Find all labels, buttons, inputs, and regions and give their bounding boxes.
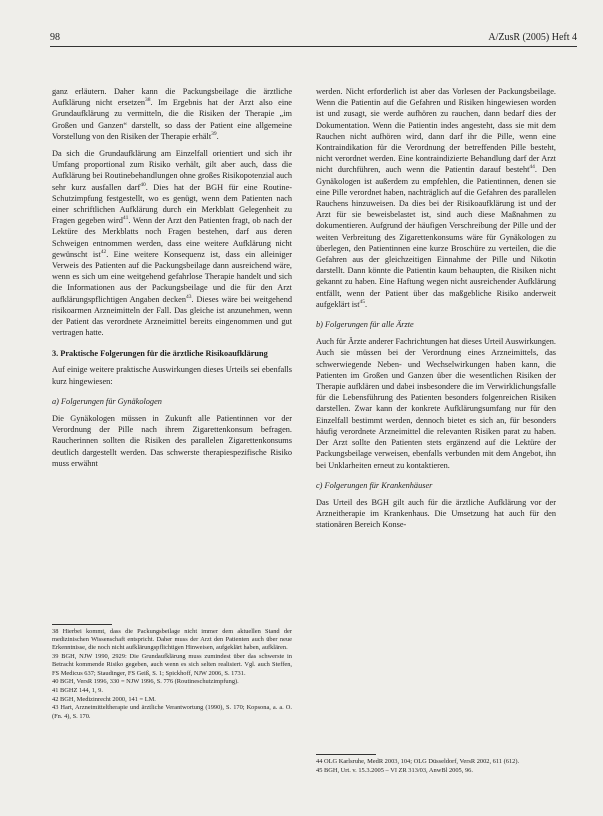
subsection-heading: c) Folgerungen für Krankenhäuser bbox=[316, 480, 433, 490]
subsection-heading: a) Folgerungen für Gynäkologen bbox=[52, 396, 162, 406]
paragraph: Das Urteil des BGH gilt auch für die ärztliche Aufklärung vor der Arzneitherapie im Krankenhaus. Die Umsetzung hat auch für den stationären Bereich Konse- bbox=[316, 497, 556, 530]
footnote: 45 BGH, Urt. v. 15.3.2005 – VI ZR 313/03, AnwBl 2005, 96. bbox=[316, 766, 473, 774]
paragraph: Da sich die Grundaufklärung am Einzelfall orientiert und sich ihr Umfang proportional zum Risiko verhält, gilt aber auch, dass die Aufklärung bei Routinebehandlungen ohne großes Risikopotenzial auch sehr kurz ausfallen darf$^{40}$. Dies hat der BGH für eine Routine-Schutzimpfung festgestellt, wo es genügt, wenn dem Patienten nach einer schriftlichen Aufklärung durch ein Merkblatt Gelegenheit zu Fragen gegeben wird$^{41}$. Wenn der Arzt den Patienten fragt, ob nach der Lektüre des Merkblatts noch Fragen bestehen, darf aus deren Schweigen entnommen werden, dass eine weitere Aufklärung nicht gewünscht ist$^{42}$. Eine weitere Konsequenz ist, dass ein alleiniger Verweis des Patienten auf die Packungsbeilage dann ausreichend wäre, wenn es sich um eine weitgehend gefahrlose Therapie handelt und sich die Informationen aus der Packungsbeilage und die für den Arzt aufklärungspflichtigen Angaben decken$^{43}$. Dieses wäre bei weitgehend risikoarmen Arzneimitteln der Fall. Das gleiche ist anzunehmen, wenn der Patient das verordnete Arzneimittel bereits eingenommen und gut vertragen hatte. bbox=[52, 149, 293, 338]
footnote: 38 Hierbei kommt, dass die Packungsbeilage nicht immer dem aktuellen Stand der medizinischen Wissenschaft entspricht. Daher muss der Arzt den Patienten auch über neue Erkenntnisse, die noch nicht aufklärungspflichtigen Hinweisen, aufgeklärt haben, aufklären. bbox=[52, 628, 292, 652]
section-heading: 3. Praktische Folgerungen für die ärztliche Risikoaufklärung bbox=[52, 349, 268, 359]
right-column bbox=[316, 86, 556, 537]
paragraph: Auf einige weitere praktische Auswirkungen dieses Urteils sei ebenfalls kurz hingewiesen: bbox=[52, 365, 292, 386]
footnote-rule bbox=[52, 624, 112, 625]
subsection-heading: b) Folgerungen für alle Ärzte bbox=[316, 320, 414, 330]
footnote: 42 BGH, Medizinrecht 2000, 141 = LM. bbox=[52, 695, 156, 703]
footnote: 40 BGH, VersR 1996, 330 = NJW 1996, S. 776 (Routineschutzimpfung). bbox=[52, 678, 239, 686]
paragraph: Die Gynäkologen müssen in Zukunft alle Patientinnen vor der Verordnung der Pille nach ihrem Zigarettenkonsum befragen. Raucherinnen sollten die Risiken des parallelen Zigarettenkonsums deutlich dargestellt werden. Das schwerste therapiespezifische Risiko muss erwähnt bbox=[52, 414, 292, 468]
left-column bbox=[52, 86, 292, 475]
paragraph: ganz erläutern. Daher kann die Packungsbeilage die ärztliche Aufklärung nicht ersetzen$^{38}$. Im Ergebnis hat der Arzt also eine Grundaufklärung zu vermitteln, die die Risiken der Therapie „im Großen und Ganzen“ darstellt, so dass der Patient eine allgemeine Vorstellung von den Risiken der Therapie erhält$^{39}$. bbox=[52, 87, 292, 141]
paragraph: Auch für Ärzte anderer Fachrichtungen hat dieses Urteil Auswirkungen. Auch sie müssen bei der Verordnung eines Arzneimittels, das schwerwiegende Neben- und Wechselwirkungen haben kann, die Patienten im Großen und Ganzen über die wesentlichen Risiken der Therapie aufklären und dabei insbesondere die im Verwirklichungsfalle für die Lebensführung des Patienten besonders folgenreichen Risiken darstellen. Zwar kann der konkrete Aufklärungsumfang nur für den Einzelfall bestimmt werden, dennoch bietet es sich an, für besonders häufig verordnete Arzneimittel die relevanten Risiken parat zu haben. Der Arzt sollte den Patienten stets ergänzend auf die Lektüre der Packungsbeilage verweisen, ebenfalls verbunden mit dem Angebot, ihn bei Unklarheiten erneut zu kontaktieren. bbox=[316, 337, 556, 470]
footnote: 39 BGH, NJW 1990, 2929: Die Grundaufklärung muss zumindest über das schwerste in Betracht kommende Risiko gegeben, auch wenn es sich selten realisiert. Vgl. auch Steffen, FS Medicus 637; Staudinger, FS Geiß, S. 1; Spickhoff, NJW 2006, S. 1731. bbox=[52, 653, 292, 677]
header-rule bbox=[50, 46, 577, 47]
footnote: 44 OLG Karlsruhe, MedR 2003, 104; OLG Düsseldorf, VersR 2002, 611 (612). bbox=[316, 758, 520, 765]
paragraph: werden. Nicht erforderlich ist aber das Vorlesen der Packungsbeilage. Wenn die Patientin auf die Gefahren und Risiken hingewiesen worden ist und zusagt, sie werde aufhören zu rauchen, dann bedarf dies der Dokumentation. Wenn die Patientin indes angesteht, dass sie mit dem Rauchen nicht aufhören wird, dann darf ihr die Pille, wenn eine Kontraindikation für die Verordnung der betreffenden Pille besteht, nicht verordnet werden. Eine kontraindizierte Behandlung darf der Arzt nicht durchführen, auch wenn die Patientin darauf besteht$^{44}$. Den Gynäkologen ist außerdem zu empfehlen, die Patientinnen, denen sie eine Pille verordnet haben, nachträglich auf die Gefahren des parallelen Rauchens hinzuweisen. Da dies bei der Risikoaufklärung ist und der Arzt für sie beweisbelastet ist, sind auch diese Maßnahmen zu dokumentieren. Aufgrund der häufigen Verschreibung der Pille und der weiten Verbreitung des Zigarettenkonsums wäre für Gynäkologen zu überlegen, den Patientinnen eine kurze Broschüre zu verteilen, die die Gefahren aus der gleichzeitigen Einnahme der Pille und Nikotin darstellt. Dann könnte die Patientin kaum behaupten, die Risiken nicht gekannt zu haben. Eine Haftung wegen nicht ausreichender Aufklärung entfällt, wenn der Patient über das maßgebliche Risiko anderweit aufgeklärt ist$^{45}$. bbox=[316, 87, 556, 309]
footnote: 41 BGHZ 144, 1, 9. bbox=[52, 686, 103, 694]
footnote: 43 Hart, Arzneimitteltherapie und ärztliche Verantwortung (1990), S. 170; Kopsona, a. a. O. (Fn. 4), S. 170. bbox=[52, 704, 292, 720]
right-footnotes bbox=[316, 748, 556, 775]
journal-title: A/ZusR (2005) Heft 4 bbox=[488, 32, 577, 43]
page-number: 98 bbox=[50, 32, 60, 43]
left-footnotes bbox=[52, 618, 292, 721]
running-header bbox=[50, 31, 577, 45]
footnote-rule bbox=[316, 754, 376, 755]
